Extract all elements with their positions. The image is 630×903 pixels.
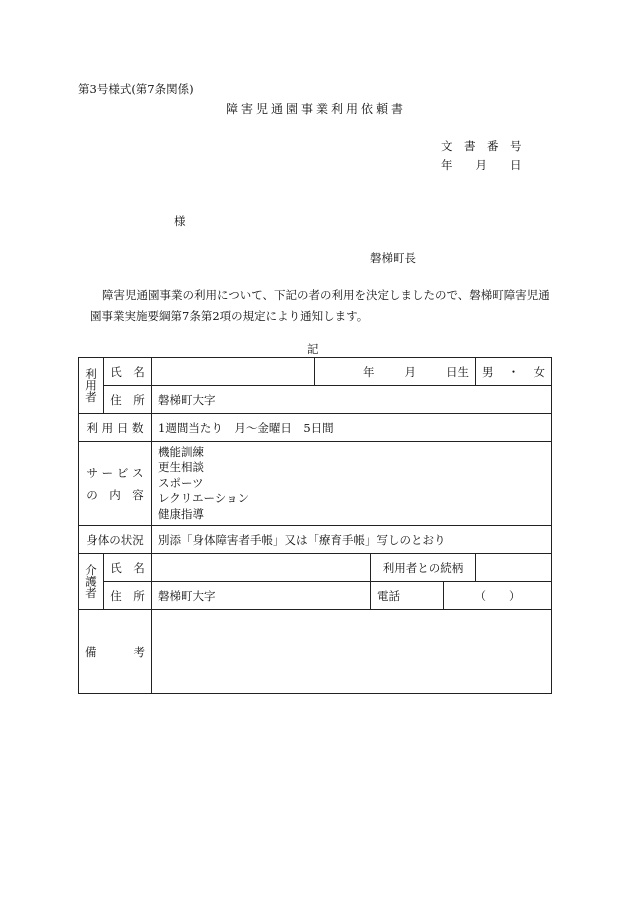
caregiver-address-field[interactable]: 磐梯町大字 xyxy=(152,582,371,610)
user-address-field[interactable]: 磐梯町大字 xyxy=(152,386,552,414)
user-birthdate-field[interactable] xyxy=(315,358,476,386)
remarks-label-1: 備 xyxy=(85,645,97,659)
relation-label: 利用者との続柄 xyxy=(371,554,476,582)
caregiver-name-field[interactable] xyxy=(152,554,371,582)
service-item: 機能訓練 xyxy=(158,444,204,459)
birth-month-label: 月 xyxy=(404,364,417,379)
user-address-label: 住 所 xyxy=(104,386,152,414)
birth-year-label: 年 xyxy=(363,364,375,379)
body-status-label: 身体の状況 xyxy=(79,526,152,554)
remarks-row xyxy=(79,610,552,694)
form-number: 第3号様式(第7条関係) xyxy=(78,82,194,96)
ki-heading: 記 xyxy=(307,342,319,356)
gender-male: 男 xyxy=(482,364,494,379)
user-name-row xyxy=(79,358,552,386)
document-number-label: 文 書 番 号 xyxy=(441,139,522,153)
phone-field[interactable]: （ ） xyxy=(444,582,552,610)
service-item: 更生相談 xyxy=(158,460,204,475)
service-label-line2: の 内 容 xyxy=(86,487,144,502)
user-gender-field[interactable] xyxy=(476,358,552,386)
usage-days-label: 利 用 日 数 xyxy=(79,414,152,442)
service-label xyxy=(79,442,152,526)
service-item: レクリエーション xyxy=(158,491,250,506)
caregiver-address-row xyxy=(79,582,552,610)
caregiver-group-label: 介護者 xyxy=(79,554,104,610)
sender-name: 磐梯町長 xyxy=(370,251,416,265)
remarks-label-2: 考 xyxy=(133,645,145,659)
relation-field[interactable] xyxy=(476,554,552,582)
usage-days-value[interactable]: 1週間当たり 月～金曜日 5日間 xyxy=(152,414,552,442)
phone-label: 電話 xyxy=(371,582,444,610)
body-text: 障害児通園事業の利用について、下記の者の利用を決定しましたので、磐梯町障害児通園事業実施要綱第7条第2項の規定により通知します。 xyxy=(90,288,550,323)
date-label: 年 月 日 xyxy=(441,158,522,172)
document-title: 障害児通園事業利用依頼書 xyxy=(226,102,407,116)
user-address-row xyxy=(79,386,552,414)
application-table xyxy=(78,357,552,694)
service-item: 健康指導 xyxy=(158,506,204,521)
birth-day-label: 日生 xyxy=(446,364,470,379)
addressee-suffix: 様 xyxy=(174,214,186,228)
remarks-field[interactable] xyxy=(152,610,552,694)
body-status-row xyxy=(79,526,552,554)
service-label-line1: サ ー ビ ス xyxy=(86,465,144,480)
gender-female: 女 xyxy=(533,364,546,379)
service-item: スポーツ xyxy=(158,475,204,490)
body-status-value[interactable]: 別添「身体障害者手帳」又は「療育手帳」写しのとおり xyxy=(152,526,552,554)
gender-dot: ・ xyxy=(507,364,520,379)
remarks-label xyxy=(79,610,152,694)
caregiver-name-row xyxy=(79,554,552,582)
user-name-label: 氏 名 xyxy=(104,358,152,386)
service-row xyxy=(79,442,552,526)
caregiver-name-label: 氏 名 xyxy=(104,554,152,582)
caregiver-address-label: 住 所 xyxy=(104,582,152,610)
user-name-field[interactable] xyxy=(152,358,315,386)
user-group-label: 利用者 xyxy=(79,358,104,414)
service-list[interactable] xyxy=(152,442,552,526)
usage-days-row xyxy=(79,414,552,442)
